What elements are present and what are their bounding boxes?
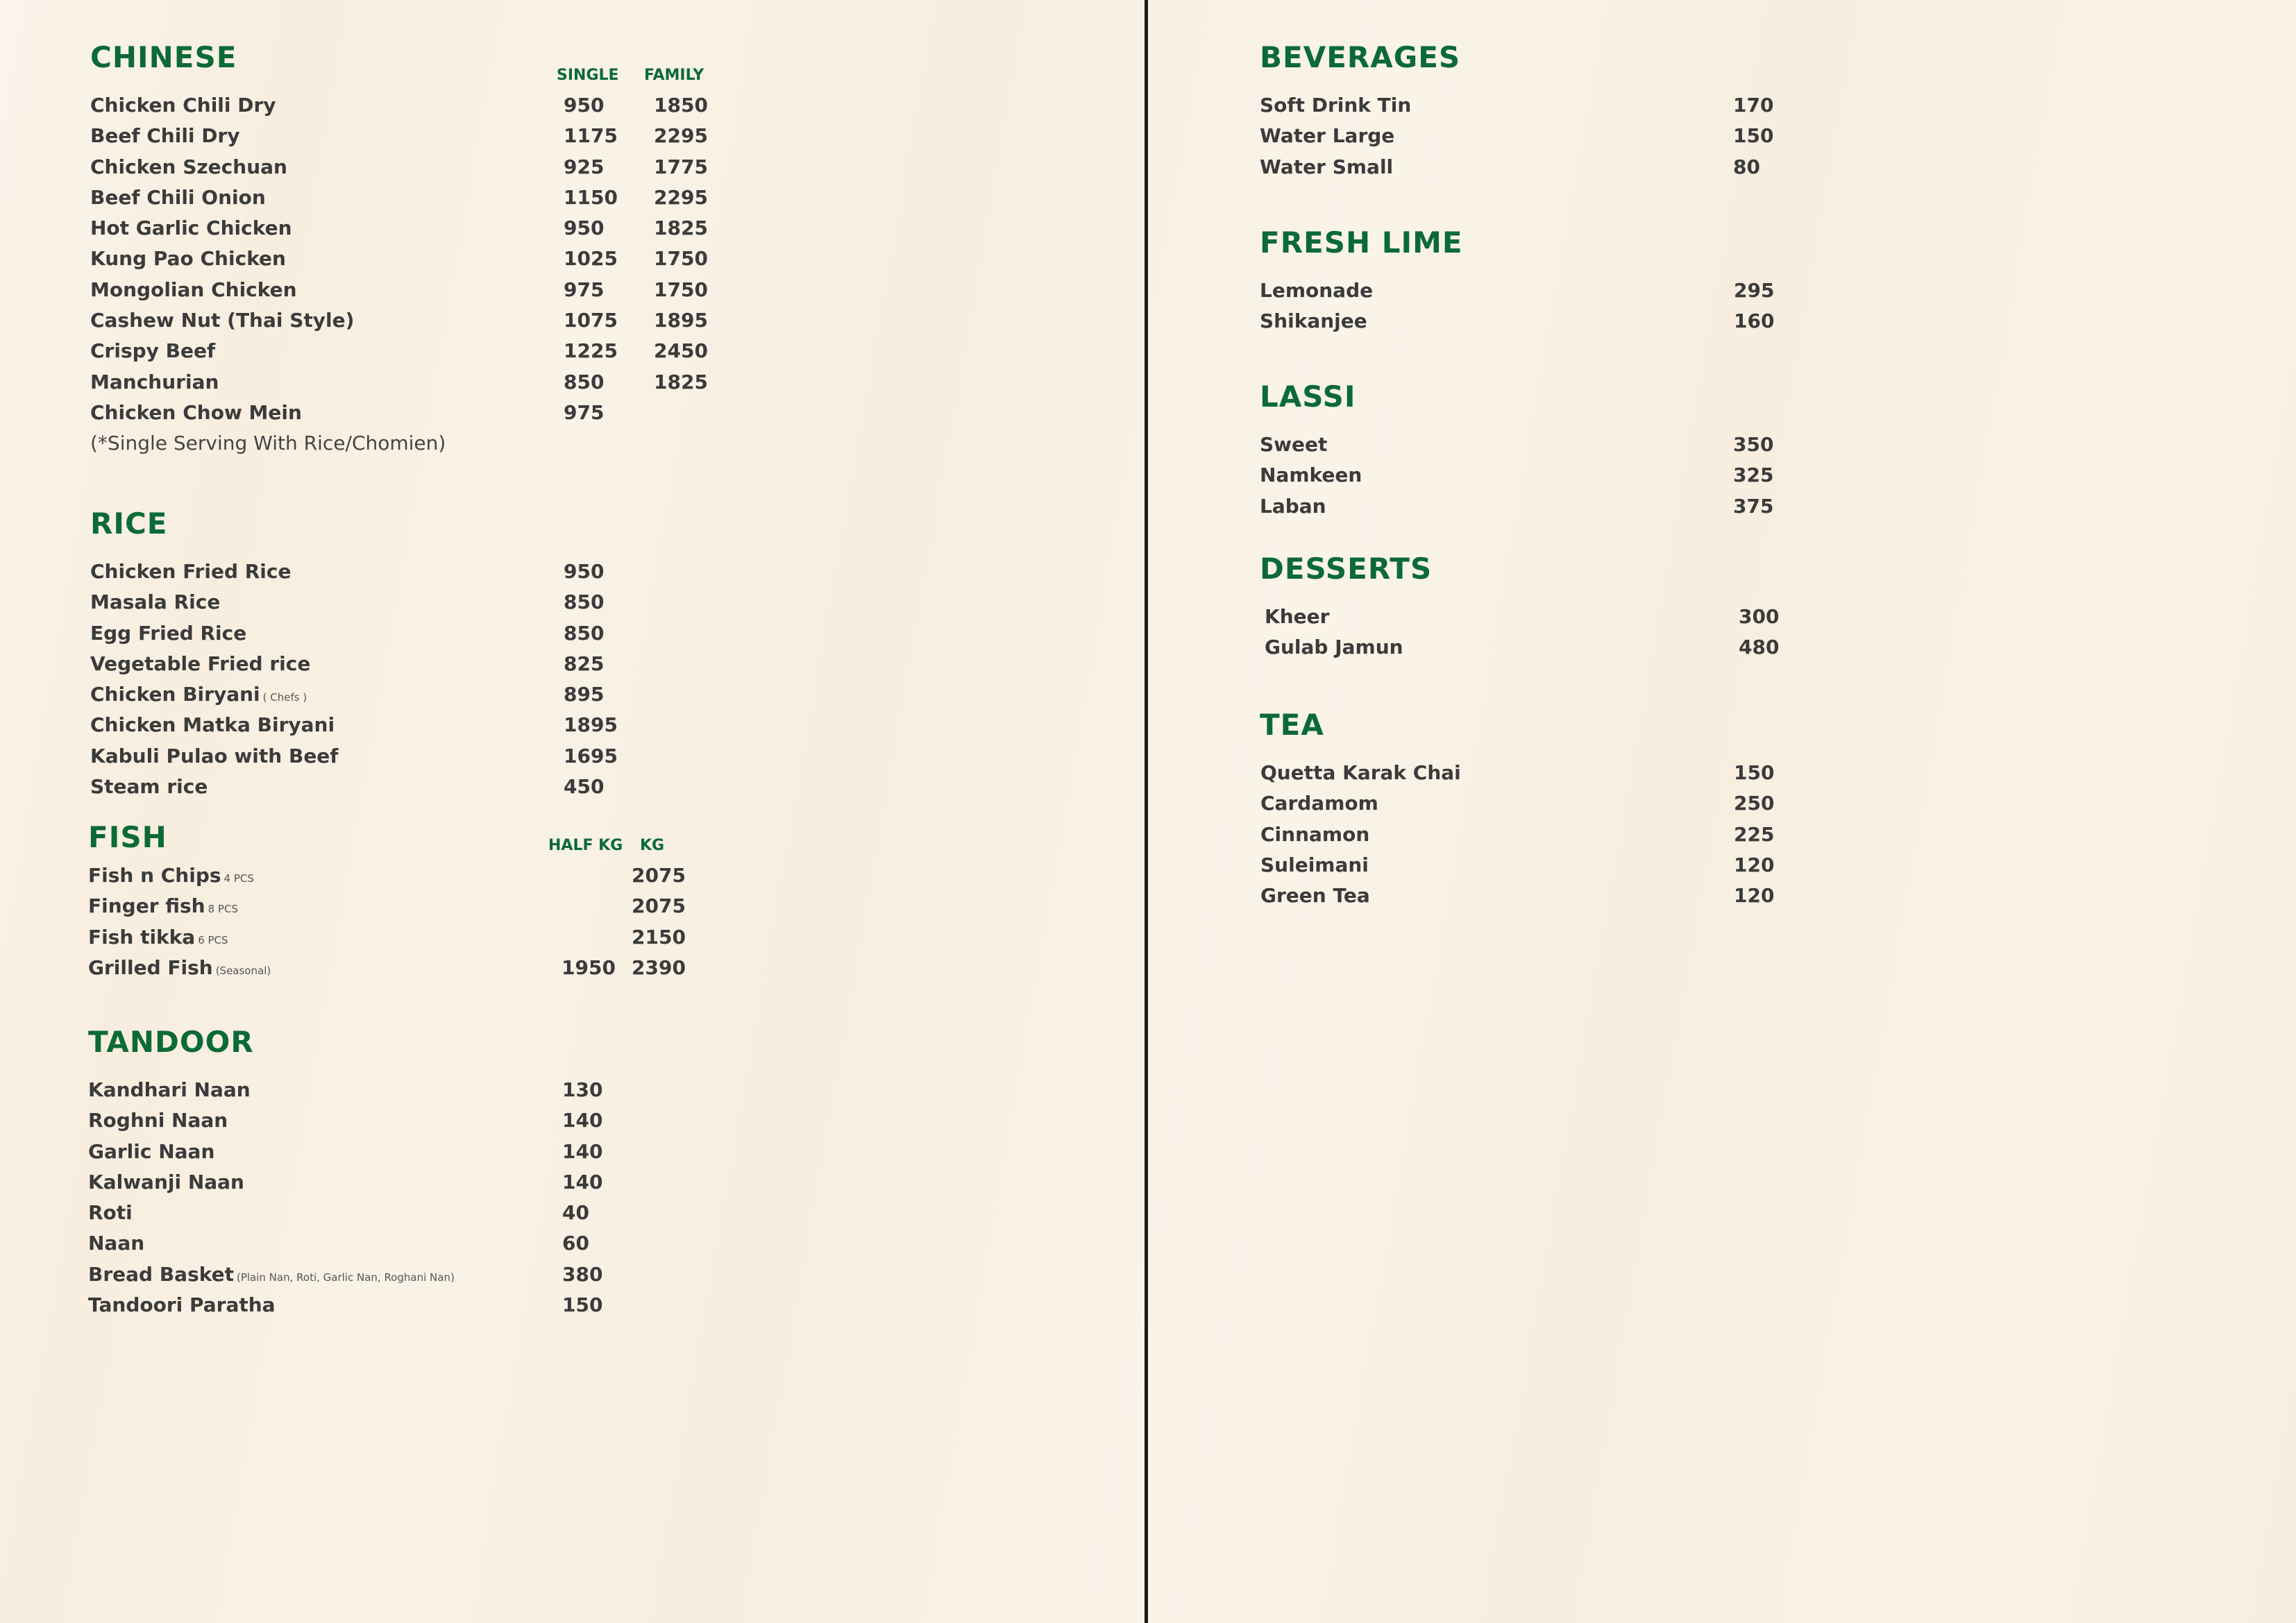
item-note: (Plain Nan, Roti, Garlic Nan, Roghani Nan) [236,1271,455,1284]
item-name: Beef Chili Onion [90,185,266,209]
price-family: 1850 [654,94,708,117]
item-name: Grilled Fish [88,955,213,979]
footnote: (*Single Serving With Rice/Chomien) [90,432,446,454]
section-title: LASSI [1260,380,1356,414]
item-name: Chicken Biryani [90,683,260,706]
price-single: 850 [564,370,605,393]
price: 170 [1733,94,1774,117]
item-name: Cashew Nut (Thai Style) [90,309,355,332]
price-family: 1775 [654,155,708,178]
column-header-kg: KG [640,837,665,854]
price: 825 [564,652,605,675]
price-half-kg: 1950 [562,955,616,979]
price-family: 1895 [654,309,708,332]
section-title: DESSERTS [1260,552,1433,586]
price: 150 [1733,124,1774,148]
item-name: Green Tea [1260,884,1370,908]
item-name: Manchurian [90,370,219,393]
column-header-single: SINGLE [557,67,619,84]
section-title: RICE [90,507,168,541]
item-name: Kabuli Pulao with Beef [90,744,339,767]
price-single: 1225 [564,339,618,363]
price: 120 [1734,853,1775,876]
item-name: Gulab Jamun [1265,636,1403,659]
section-title: BEVERAGES [1260,40,1461,74]
price-family: 2295 [654,124,708,148]
price: 325 [1733,464,1774,487]
price-family: 2450 [654,339,708,363]
column-header-family: FAMILY [644,67,704,84]
item-name: Chicken Fried Rice [90,560,292,583]
item-name: Roghni Naan [88,1109,228,1132]
price: 140 [562,1109,603,1132]
item-name: Cinnamon [1260,822,1370,846]
item-note: 6 PCS [198,933,228,946]
item-name: Chicken Szechuan [90,155,287,178]
item-name: Water Large [1260,124,1395,148]
item-name: Roti [88,1201,133,1225]
price: 150 [562,1293,603,1317]
item-name: Namkeen [1260,464,1362,487]
price-family: 2295 [654,185,708,209]
price: 40 [562,1201,589,1225]
item-name: Sweet [1260,433,1328,456]
item-name: Bread Basket [88,1262,234,1286]
item-note: ( Chefs ) [262,691,307,704]
page-divider [1145,0,1148,1623]
item-name: Chicken Chow Mein [90,400,302,424]
price: 140 [562,1139,603,1163]
item-name: Masala Rice [90,590,221,614]
item-name: Kheer [1265,605,1330,628]
price: 380 [562,1262,603,1286]
item-name: Fish n Chips [88,864,221,887]
column-header-half-kg: HALF KG [548,837,623,854]
item-name: Tandoori Paratha [88,1293,276,1317]
item-name: Soft Drink Tin [1260,94,1412,117]
price-kg: 2075 [632,894,686,918]
item-name: Shikanjee [1260,309,1367,333]
price: 895 [564,683,605,706]
price-family: 1825 [654,370,708,393]
item-name: Crispy Beef [90,339,216,363]
item-name: Beef Chili Dry [90,124,240,148]
price: 480 [1739,636,1780,659]
section-title: FRESH LIME [1260,226,1463,260]
price: 225 [1734,822,1775,846]
item-name: Water Small [1260,155,1394,178]
price-single: 1075 [564,309,618,332]
item-name: Steam rice [90,775,208,799]
price: 850 [564,621,605,645]
item-name: Finger fish [88,894,205,918]
item-name: Fish tikka [88,925,196,949]
price: 160 [1734,309,1775,333]
price-single: 1175 [564,124,618,148]
price: 60 [562,1232,589,1255]
section-title: TANDOOR [88,1025,254,1059]
price-single: 1150 [564,185,618,209]
item-name: Kandhari Naan [88,1078,251,1101]
price: 130 [562,1078,603,1101]
item-name: Suleimani [1260,853,1369,876]
item-note: 4 PCS [223,872,254,885]
price: 140 [562,1170,603,1193]
item-name: Vegetable Fried rice [90,652,311,675]
item-note: 8 PCS [208,903,238,916]
price-family: 1750 [654,247,708,271]
item-name: Garlic Naan [88,1139,215,1163]
price-single: 1025 [564,247,618,271]
price: 300 [1739,605,1780,628]
price: 375 [1733,494,1774,518]
item-name: Chicken Matka Biryani [90,713,335,737]
section-title: TEA [1260,708,1324,742]
section-title: FISH [88,820,167,854]
price-kg: 2390 [632,955,686,979]
price-single: 950 [564,94,605,117]
item-name: Egg Fried Rice [90,621,247,645]
price: 120 [1734,884,1775,908]
price: 450 [564,775,605,799]
item-name: Chicken Chili Dry [90,94,276,117]
price-single: 975 [564,278,605,301]
price: 295 [1734,279,1775,302]
price: 80 [1733,155,1760,178]
price-family: 1750 [654,278,708,301]
item-name: Quetta Karak Chai [1260,761,1461,784]
price-single: 975 [564,400,605,424]
price: 1695 [564,744,618,767]
price: 350 [1733,433,1774,456]
price: 150 [1734,761,1775,784]
price-kg: 2075 [632,864,686,887]
item-name: Mongolian Chicken [90,278,297,301]
section-title: CHINESE [90,40,237,74]
item-note: (Seasonal) [215,964,271,977]
price-single: 950 [564,216,605,240]
price-family: 1825 [654,216,708,240]
item-name: Hot Garlic Chicken [90,216,292,240]
item-name: Naan [88,1232,145,1255]
price: 1895 [564,713,618,737]
item-name: Lemonade [1260,279,1374,302]
item-name: Kalwanji Naan [88,1170,244,1193]
price-kg: 2150 [632,925,686,949]
price-single: 925 [564,155,605,178]
price: 250 [1734,792,1775,815]
item-name: Cardamom [1260,792,1378,815]
item-name: Kung Pao Chicken [90,247,286,271]
price: 950 [564,560,605,583]
item-name: Laban [1260,494,1326,518]
price: 850 [564,590,605,614]
